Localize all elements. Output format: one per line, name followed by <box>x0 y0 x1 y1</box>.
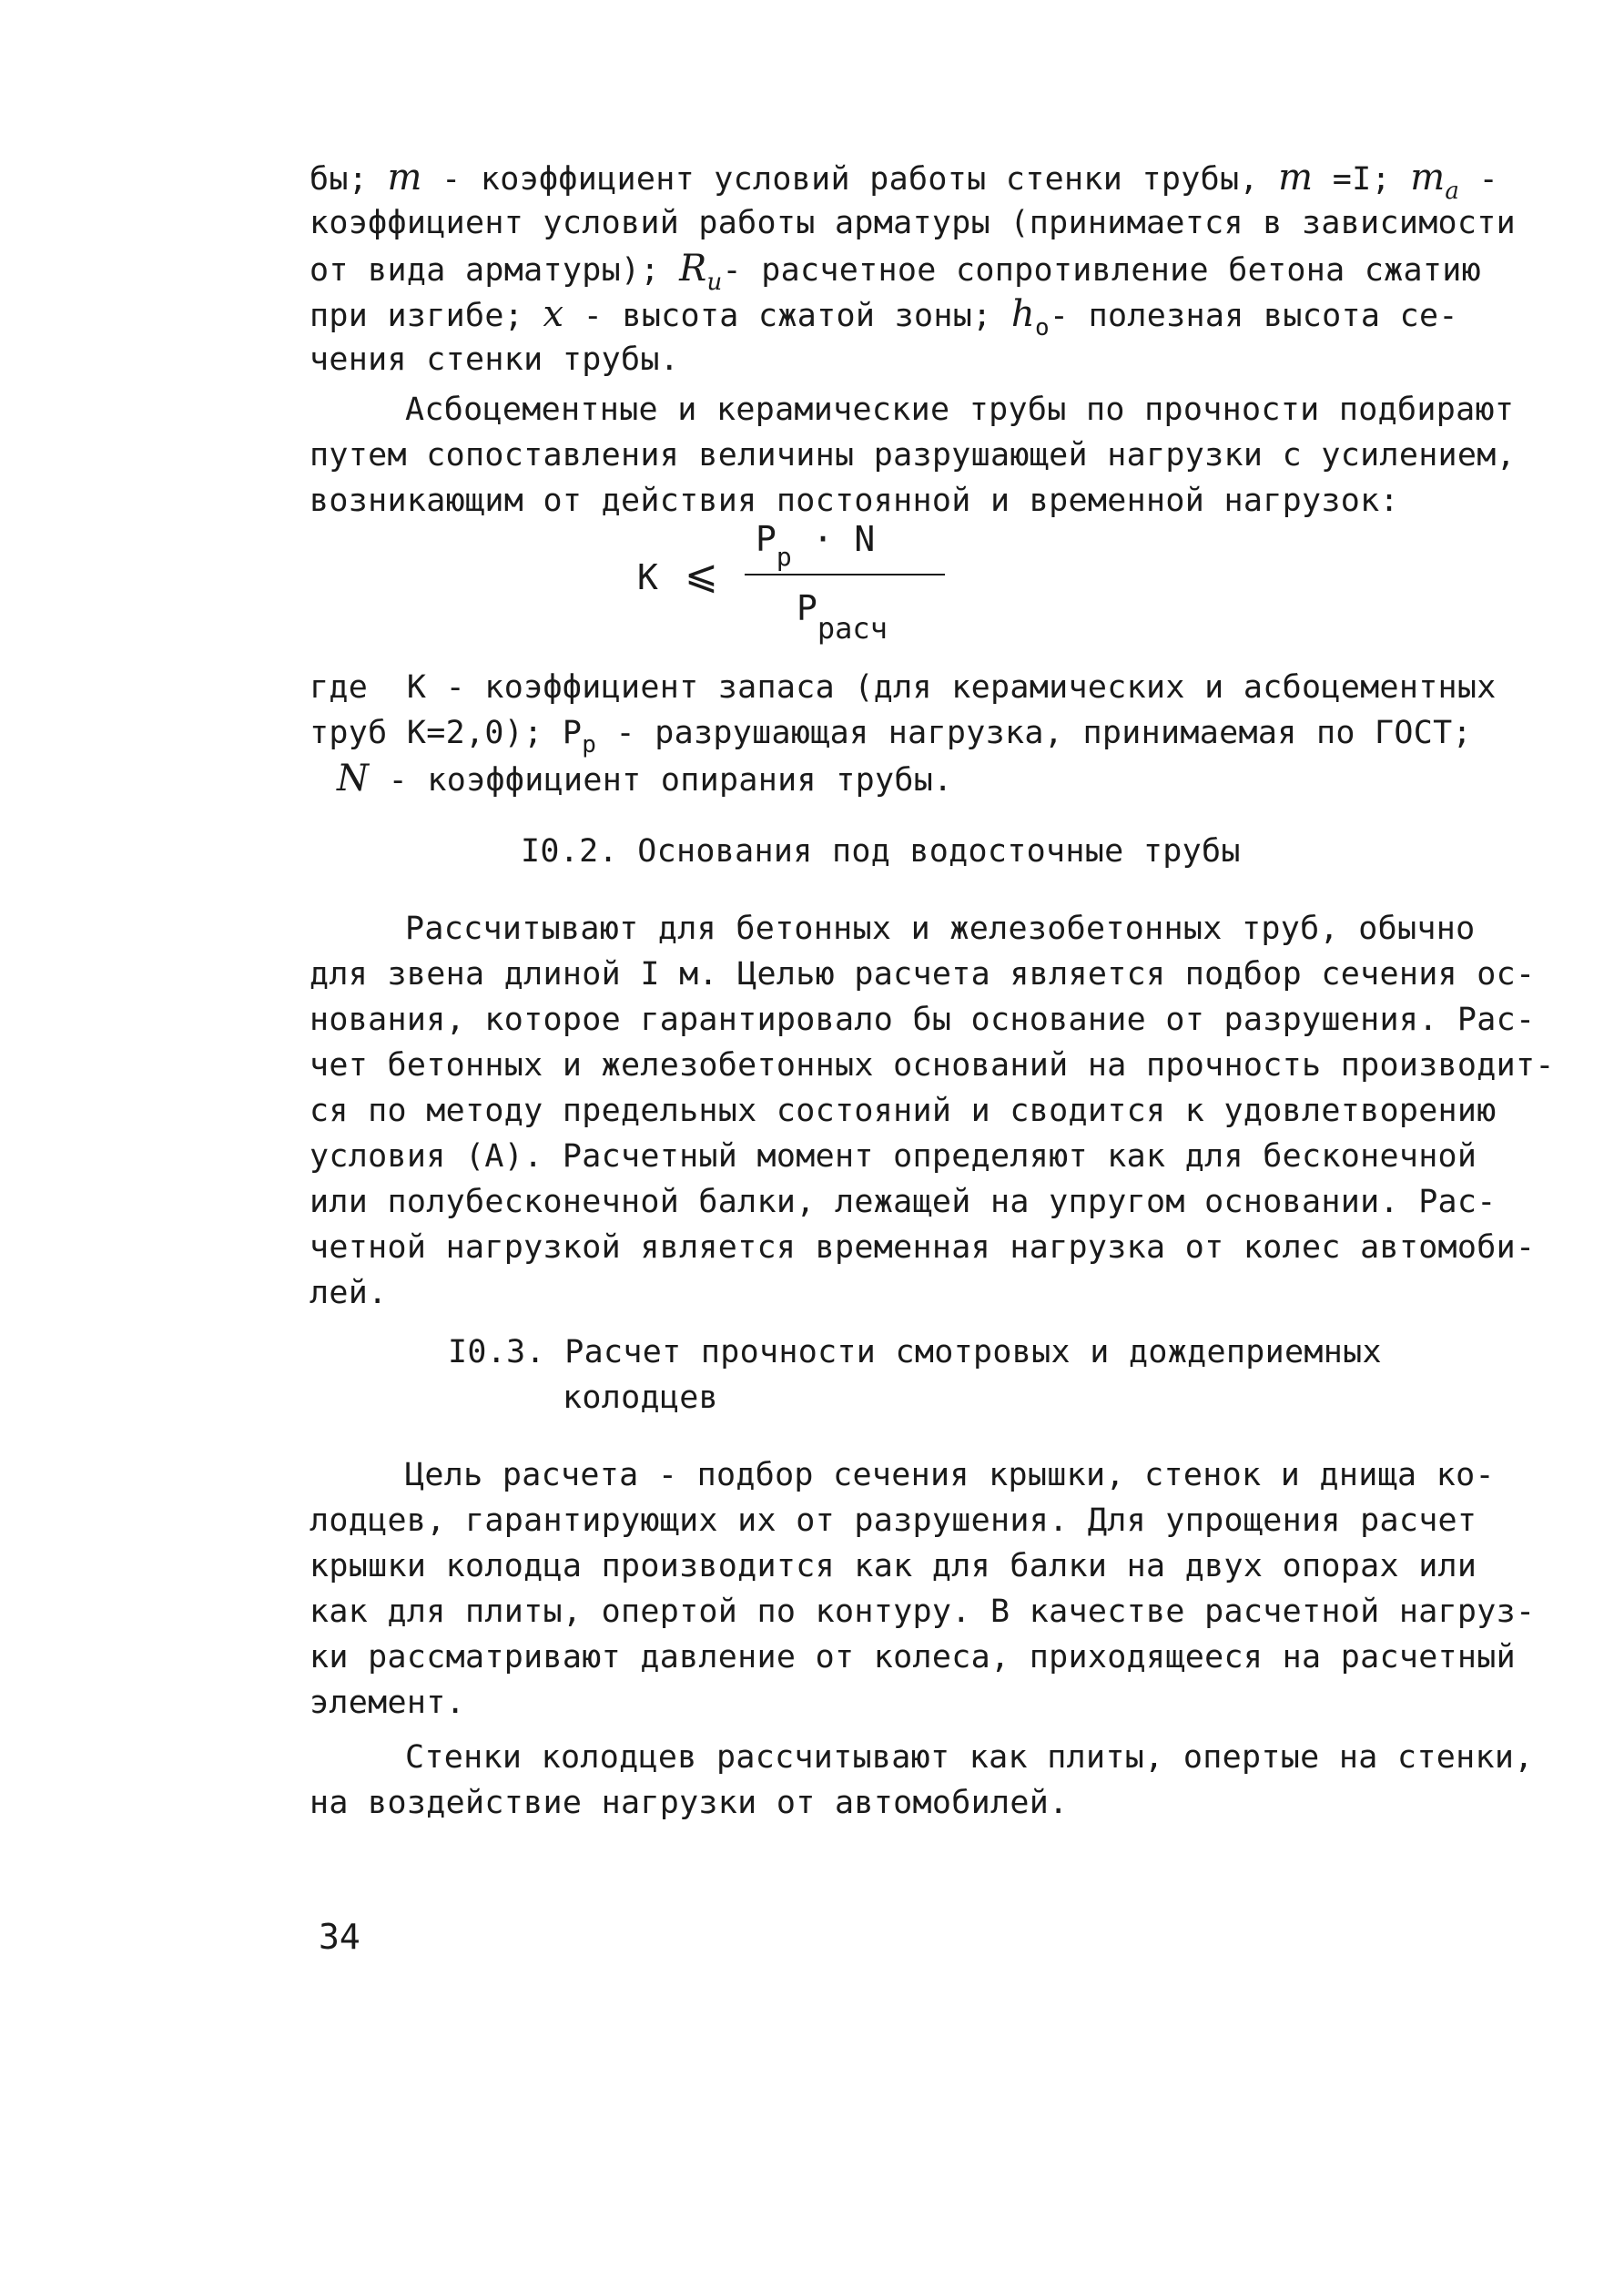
paragraph-5-line-5: ки рассматривают давление от колеса, приходящееся на расчетный <box>310 1639 1517 1675</box>
section-heading-10-2: I0.2. Основания под водосточные трубы <box>521 833 1241 870</box>
text-run: - коэффициент условий работы стенки трубы, <box>421 161 1279 198</box>
text-run: труб K=2,0); P <box>310 715 583 751</box>
formula-p: P <box>797 588 817 628</box>
section-heading-10-3-continued: колодцев <box>563 1380 718 1416</box>
paragraph-4-line-5: ся по методу предельных состояний и сводится к удовлетворению <box>310 1093 1497 1129</box>
paragraph-4-line-8: четной нагрузкой является временная нагрузка от колес автомоби- <box>310 1229 1536 1266</box>
subscript-o: o <box>1034 314 1050 341</box>
symbol-x: x <box>543 293 564 335</box>
strength-formula <box>637 519 1020 656</box>
paragraph-2-line-3: возникающим от действия постоянной и временной нагрузок: <box>310 483 1399 519</box>
paragraph-4-line-4: чет бетонных и железобетонных оснований на прочность производит- <box>310 1047 1555 1084</box>
symbol-m-a: m <box>1410 157 1446 199</box>
formula-less-equal: ⩽ <box>685 552 718 598</box>
subscript-p: p <box>582 731 597 759</box>
paragraph-5-line-2: лодцев, гарантирующих их от разрушения. Для упрощения расчет <box>310 1502 1477 1539</box>
paragraph-3-line-1: где K - коэффициент запаса (для керамических и асбоцементных <box>310 669 1497 706</box>
paragraph-4-line-7: или полубесконечной балки, лежащей на упругом основании. Рас- <box>310 1184 1497 1220</box>
fraction-bar <box>745 574 945 575</box>
text-run: - <box>1459 161 1498 198</box>
page-number: 34 <box>319 1917 360 1957</box>
text-run: - коэффициент опирания трубы. <box>369 762 953 799</box>
paragraph-1-line-5: чения стенки трубы. <box>310 341 680 378</box>
paragraph-5-line-3: крышки колодца производится как для балки на двух опорах или <box>310 1548 1477 1584</box>
formula-numerator <box>756 519 875 572</box>
paragraph-4-line-1: Рассчитывают для бетонных и железобетонных труб, обычно <box>405 911 1476 947</box>
text-run: - полезная высота се- <box>1049 298 1458 334</box>
paragraph-6-line-2: на воздействие нагрузки от автомобилей. <box>310 1785 1069 1821</box>
paragraph-4-line-3: нования, которое гарантировало бы основание от разрушения. Рас- <box>310 1002 1536 1038</box>
paragraph-5-line-6: элемент. <box>310 1685 465 1721</box>
paragraph-4-line-2: для звена длиной I м. Целью расчета является подбор сечения ос- <box>310 956 1536 993</box>
text-run: - высота сжатой зоны; <box>563 298 1011 334</box>
paragraph-3-line-3 <box>337 756 1520 803</box>
paragraph-2-line-1: Асбоцементные и керамические трубы по прочности подбирают <box>405 392 1515 428</box>
text-run: при изгибе; <box>310 298 543 334</box>
symbol-m: m <box>387 157 422 199</box>
paragraph-4-line-6: условия (A). Расчетный момент определяют как для бесконечной <box>310 1138 1477 1175</box>
subscript-u: u <box>706 269 723 296</box>
paragraph-1-line-2: коэффициент условий работы арматуры (принимается в зависимости <box>310 205 1517 241</box>
subscript-a: a <box>1445 178 1460 205</box>
formula-k: K <box>637 557 658 597</box>
text-run: - разрушающая нагрузка, принимаемая по ГОСТ; <box>596 715 1472 751</box>
formula-p: P <box>756 519 776 559</box>
symbol-m: m <box>1278 157 1314 199</box>
text-run: =I; <box>1313 161 1411 198</box>
paragraph-5-line-1: Цель расчета - подбор сечения крышки, стенок и днища ко- <box>405 1457 1495 1493</box>
formula-times-n: · N <box>791 519 876 559</box>
symbol-n: N <box>337 758 370 799</box>
text-run: - расчетное сопротивление бетона сжатию <box>722 252 1482 289</box>
paragraph-5-line-4: как для плиты, опертой по контуру. В качестве расчетной нагруз- <box>310 1594 1536 1630</box>
formula-denominator-subscript: расч <box>817 611 888 646</box>
text-run: от вида арматуры); <box>310 252 680 289</box>
paragraph-2-line-2: путем сопоставления величины разрушающей нагрузки с усилением, <box>310 437 1517 474</box>
paragraph-4-line-9: лей. <box>310 1275 388 1311</box>
formula-p-subscript: p <box>776 542 792 572</box>
symbol-r: R <box>679 248 707 290</box>
section-heading-10-3: I0.3. Расчет прочности смотровых и дождеприемных <box>448 1334 1382 1370</box>
symbol-h: h <box>1010 293 1035 335</box>
formula-denominator <box>797 588 888 646</box>
text-run: бы; <box>310 161 388 198</box>
paragraph-6-line-1: Стенки колодцев рассчитывают как плиты, опертые на стенки, <box>405 1739 1534 1776</box>
